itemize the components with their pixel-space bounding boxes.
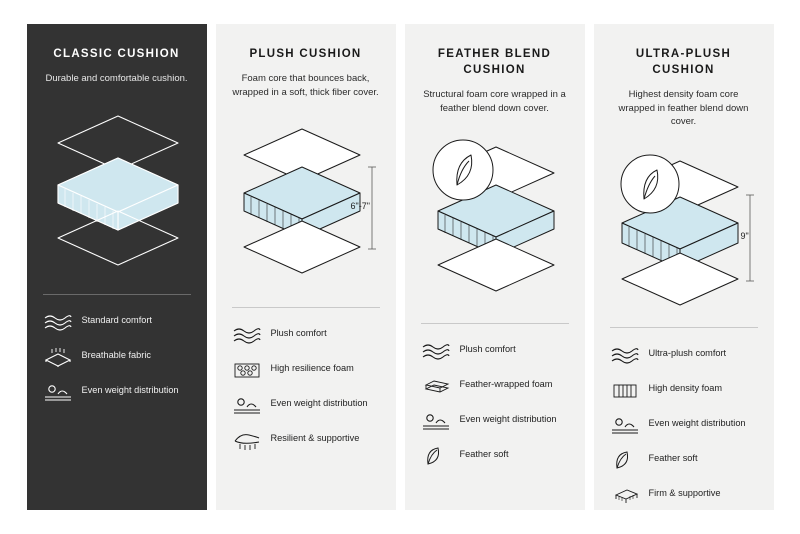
card-description: Structural foam core wrapped in a feather blend down cover. bbox=[423, 89, 566, 114]
divider bbox=[232, 307, 380, 308]
feature-label: Ultra-plush comfort bbox=[648, 347, 727, 358]
feature-label: Feather soft bbox=[648, 452, 698, 463]
waves-icon bbox=[421, 340, 451, 362]
feature-label: Even weight distribution bbox=[270, 398, 368, 408]
even-weight-icon bbox=[43, 381, 73, 403]
feature-item bbox=[610, 344, 758, 366]
high-density-foam-icon bbox=[610, 379, 640, 401]
feature-label: Even weight distribution bbox=[648, 417, 746, 428]
feather-wrapped-foam-icon bbox=[421, 375, 451, 397]
waves-icon bbox=[610, 344, 640, 366]
breathable-fabric-icon bbox=[43, 346, 73, 368]
layered-cushion-svg bbox=[232, 109, 382, 289]
cushion-card-ultra-plush[interactable] bbox=[594, 24, 774, 510]
feature-item bbox=[43, 311, 191, 333]
even-weight-icon bbox=[610, 414, 640, 436]
cushion-illustration-ultra-plush bbox=[610, 139, 758, 319]
feature-item bbox=[610, 449, 758, 471]
feature-label: Even weight distribution bbox=[459, 414, 557, 424]
feature-list bbox=[421, 340, 569, 467]
cushion-card-plush[interactable] bbox=[216, 24, 396, 510]
feature-list bbox=[610, 344, 758, 506]
card-description: Highest density foam core wrapped in feather blend down cover. bbox=[618, 89, 749, 127]
feature-item bbox=[610, 484, 758, 506]
even-weight-icon bbox=[421, 410, 451, 432]
feature-list bbox=[232, 324, 380, 451]
feature-item bbox=[421, 445, 569, 467]
feature-item bbox=[232, 394, 380, 416]
cushion-card-feather-blend[interactable] bbox=[405, 24, 585, 510]
card-description: Durable and comfortable cushion. bbox=[45, 73, 188, 84]
even-weight-icon bbox=[232, 394, 262, 416]
card-title: PLUSH CUSHION bbox=[249, 48, 362, 60]
feature-label: Even weight distribution bbox=[81, 384, 179, 395]
cushion-card-classic[interactable] bbox=[27, 24, 207, 510]
card-description: Foam core that bounces back, wrapped in a soft, thick fiber cover. bbox=[232, 73, 379, 98]
cushion-illustration-feather-blend bbox=[421, 125, 569, 315]
feather-icon bbox=[421, 445, 451, 467]
feature-list bbox=[43, 311, 191, 403]
feature-label: Plush comfort bbox=[270, 328, 327, 338]
divider bbox=[421, 323, 569, 324]
layered-cushion-svg bbox=[43, 96, 193, 276]
feature-label: Standard comfort bbox=[81, 314, 152, 325]
divider bbox=[43, 294, 191, 295]
feature-label: Feather soft bbox=[459, 449, 509, 459]
feature-item bbox=[43, 381, 191, 403]
card-title: CLASSIC CUSHION bbox=[53, 48, 180, 60]
feature-label: High resilience foam bbox=[270, 363, 354, 373]
feature-label: Feather-wrapped foam bbox=[459, 379, 553, 389]
feature-item bbox=[232, 359, 380, 381]
feature-label: Breathable fabric bbox=[81, 349, 151, 360]
dimension-label: 6"-7" bbox=[350, 201, 370, 211]
feature-item bbox=[421, 375, 569, 397]
feature-label: High density foam bbox=[648, 382, 723, 393]
divider bbox=[610, 327, 758, 328]
cushion-illustration-classic bbox=[43, 96, 191, 286]
feature-item bbox=[232, 324, 380, 346]
feature-item bbox=[232, 429, 380, 451]
feature-item bbox=[610, 379, 758, 401]
resilient-support-icon bbox=[232, 429, 262, 451]
card-title: ULTRA-PLUSH CUSHION bbox=[635, 48, 732, 76]
layered-cushion-svg bbox=[421, 125, 571, 305]
feature-item bbox=[421, 340, 569, 362]
waves-icon bbox=[232, 324, 262, 346]
waves-icon bbox=[43, 311, 73, 333]
card-title: FEATHER BLEND CUSHION bbox=[437, 48, 552, 76]
feature-label: Plush comfort bbox=[459, 344, 516, 354]
feature-item bbox=[43, 346, 191, 368]
feature-item bbox=[421, 410, 569, 432]
layered-cushion-svg bbox=[610, 139, 760, 319]
feature-item bbox=[610, 414, 758, 436]
feather-icon bbox=[610, 449, 640, 471]
cushion-illustration-plush bbox=[232, 109, 380, 299]
dimension-label: 9" bbox=[740, 230, 749, 241]
firm-supportive-icon bbox=[610, 484, 640, 506]
high-resilience-foam-icon bbox=[232, 359, 262, 381]
feature-label: Resilient & supportive bbox=[270, 433, 360, 443]
feature-label: Firm & supportive bbox=[648, 487, 721, 498]
